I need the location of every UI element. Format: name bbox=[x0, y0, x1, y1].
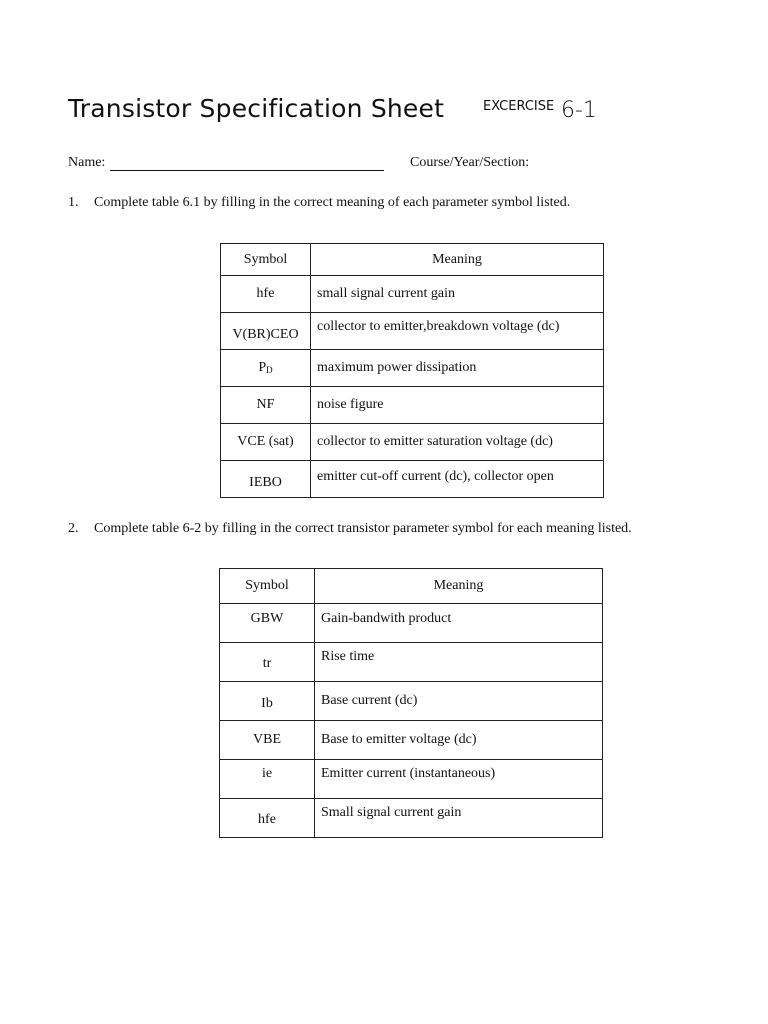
meaning-cell: Gain-bandwith product bbox=[315, 604, 603, 643]
name-label: Name: bbox=[68, 155, 106, 170]
table-row bbox=[221, 350, 604, 387]
table-row bbox=[220, 799, 603, 838]
column-header-symbol: Symbol bbox=[220, 569, 315, 604]
table-row bbox=[220, 682, 603, 721]
exercise-number: 6-1 bbox=[561, 98, 597, 123]
symbol-main: P bbox=[258, 360, 267, 375]
meaning-cell: maximum power dissipation bbox=[311, 350, 604, 387]
meaning-cell: Base to emitter voltage (dc) bbox=[315, 721, 603, 760]
symbol-cell: hfe bbox=[220, 799, 315, 838]
question-2-text: Complete table 6-2 by filling in the correct transistor parameter symbol for each meaning listed. bbox=[94, 521, 632, 536]
symbol-cell: tr bbox=[220, 643, 315, 682]
table-row bbox=[221, 313, 604, 350]
meaning-cell: small signal current gain bbox=[311, 276, 604, 313]
parameter-meaning-table bbox=[220, 243, 604, 498]
table-row bbox=[220, 643, 603, 682]
column-header-symbol: Symbol bbox=[221, 244, 311, 276]
table-row bbox=[220, 721, 603, 760]
meaning-cell: emitter cut-off current (dc), collector open bbox=[311, 461, 604, 498]
meaning-cell: noise figure bbox=[311, 387, 604, 424]
meaning-cell: Emitter current (instantaneous) bbox=[315, 760, 603, 799]
exercise-label: EXCERCISE bbox=[483, 99, 555, 114]
column-header-meaning: Meaning bbox=[311, 244, 604, 276]
symbol-cell bbox=[221, 350, 311, 387]
table-row bbox=[220, 760, 603, 799]
symbol-cell: IEBO bbox=[221, 461, 311, 498]
meaning-cell: collector to emitter saturation voltage (dc) bbox=[311, 424, 604, 461]
table-row bbox=[221, 387, 604, 424]
table-header-row bbox=[221, 244, 604, 276]
meaning-cell: Rise time bbox=[315, 643, 603, 682]
page-title: Transistor Specification Sheet bbox=[68, 94, 445, 123]
symbol-cell: GBW bbox=[220, 604, 315, 643]
symbol-cell: hfe bbox=[221, 276, 311, 313]
column-header-meaning: Meaning bbox=[315, 569, 603, 604]
symbol-cell: NF bbox=[221, 387, 311, 424]
table-row bbox=[221, 461, 604, 498]
question-2-number: 2. bbox=[68, 521, 79, 536]
symbol-cell: VCE (sat) bbox=[221, 424, 311, 461]
question-1-number: 1. bbox=[68, 195, 79, 210]
name-field-line[interactable] bbox=[110, 170, 384, 171]
parameter-symbol-table bbox=[219, 568, 603, 838]
meaning-cell: Small signal current gain bbox=[315, 799, 603, 838]
meaning-cell: Base current (dc) bbox=[315, 682, 603, 721]
symbol-cell: ie bbox=[220, 760, 315, 799]
symbol-cell: VBE bbox=[220, 721, 315, 760]
table-row bbox=[221, 424, 604, 461]
symbol-cell: V(BR)CEO bbox=[221, 313, 311, 350]
question-1-text: Complete table 6.1 by filling in the correct meaning of each parameter symbol listed. bbox=[94, 195, 571, 210]
symbol-subscript: D bbox=[266, 365, 273, 375]
symbol-cell: Ib bbox=[220, 682, 315, 721]
course-label: Course/Year/Section: bbox=[410, 155, 530, 170]
table-header-row bbox=[220, 569, 603, 604]
table-row bbox=[221, 276, 604, 313]
table-row bbox=[220, 604, 603, 643]
meaning-cell: collector to emitter,breakdown voltage (dc) bbox=[311, 313, 604, 350]
